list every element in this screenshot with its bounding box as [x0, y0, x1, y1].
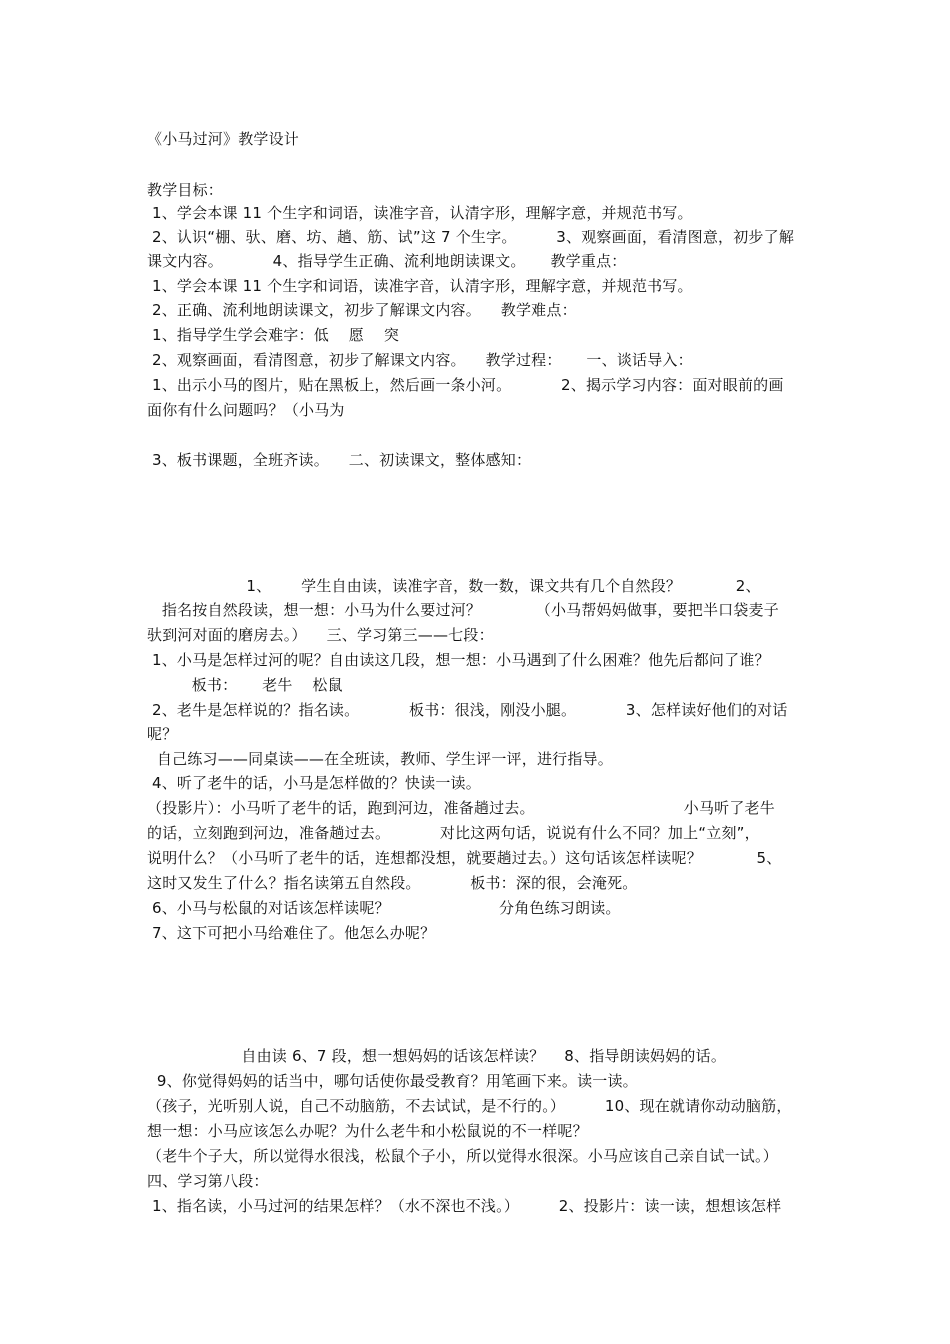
text-line: （老牛个子大，所以觉得水很浅，松鼠个子小，所以觉得水很深。小马应该自己亲自试一试。） [147, 1147, 778, 1165]
text-line: 1、指导学生学会难字：低 愿 突 [147, 326, 400, 344]
text-line: 课文内容。 4、指导学生正确、流利地朗读课文。 教学重点： [147, 252, 627, 270]
text-line: 驮到河对面的磨房去。） 三、学习第三——七段： [147, 626, 494, 644]
text-line: 自己练习——同桌读——在全班读，教师、学生评一评，进行指导。 [147, 750, 613, 768]
text-line: 6、小马与松鼠的对话该怎样读呢？ 分角色练习朗读。 [147, 899, 621, 917]
text-line: 1、指名读，小马过河的结果怎样？（水不深也不浅。） 2、投影片：读一读，想想该怎样 [147, 1197, 782, 1215]
text-line: 想一想：小马应该怎么办呢？为什么老牛和小松鼠说的不一样呢？ [147, 1122, 588, 1140]
document-title: 《小马过河》教学设计 [147, 130, 300, 148]
text-line: 1、小马是怎样过河的呢？自由读这几段，想一想：小马遇到了什么困难？他先后都问了谁？ [147, 651, 770, 669]
text-line: 呢？ [147, 725, 178, 743]
text-line: 指名按自然段读，想一想：小马为什么要过河？ （小马帮妈妈做事，要把半口袋麦子 [147, 601, 779, 619]
text-line: 1、学会本课 11 个生字和词语，读准字音，认清字形，理解字意，并规范书写。 [147, 277, 693, 295]
text-line: 3、板书课题，全班齐读。 二、初读课文，整体感知： [147, 451, 532, 469]
text-line: 1、出示小马的图片，贴在黑板上，然后画一条小河。 2、揭示学习内容：面对眼前的画 [147, 376, 784, 394]
text-line: （孩子，光听别人说，自己不动脑筋，不去试试，是不行的。） 10、现在就请你动动脑筋， [147, 1097, 792, 1115]
text-line: 2、认识“棚、驮、磨、坊、趟、筋、试”这 7 个生字。 3、观察画面，看清图意，初步了解 [147, 228, 795, 246]
text-line: 这时又发生了什么？指名读第五自然段。 板书：深的很，会淹死。 [147, 874, 638, 892]
text-line: 说明什么？（小马听了老牛的话，连想都没想，就要趟过去。）这句话该怎样读呢？ 5、 [147, 849, 782, 867]
text-line: 教学目标： [147, 181, 224, 199]
text-line: 2、老牛是怎样说的？指名读。 板书：很浅，刚没小腿。 3、怎样读好他们的对话 [147, 701, 788, 719]
text-line: （投影片）：小马听了老牛的话，跑到河边，准备趟过去。 小马听了老牛 [147, 799, 775, 817]
text-line: 1、 学生自由读，读准字音，数一数，课文共有几个自然段？ 2、 [147, 577, 761, 595]
text-line: 1、学会本课 11 个生字和词语，读准字音，认清字形，理解字意，并规范书写。 [147, 204, 693, 222]
text-line: 9、你觉得妈妈的话当中，哪句话使你最受教育？用笔画下来。读一读。 [147, 1072, 638, 1090]
text-line: 自由读 6、7 段，想一想妈妈的话该怎样读？ 8、指导朗读妈妈的话。 [147, 1047, 727, 1065]
text-line: 4、听了老牛的话，小马是怎样做的？快读一读。 [147, 774, 481, 792]
text-line: 面你有什么问题吗？（小马为 [147, 401, 345, 419]
text-line: 2、正确、流利地朗读课文，初步了解课文内容。 教学难点： [147, 301, 577, 319]
text-line: 2、观察画面，看清图意，初步了解课文内容。 教学过程： 一、谈话导入： [147, 351, 693, 369]
text-line: 7、这下可把小马给难住了。他怎么办呢？ [147, 924, 436, 942]
text-line: 四、学习第八段： [147, 1172, 269, 1190]
text-line: 板书： 老牛 松鼠 [147, 676, 343, 694]
text-line: 的话，立刻跑到河边，准备趟过去。 对比这两句话，说说有什么不同？加上“立刻”， [147, 824, 760, 842]
